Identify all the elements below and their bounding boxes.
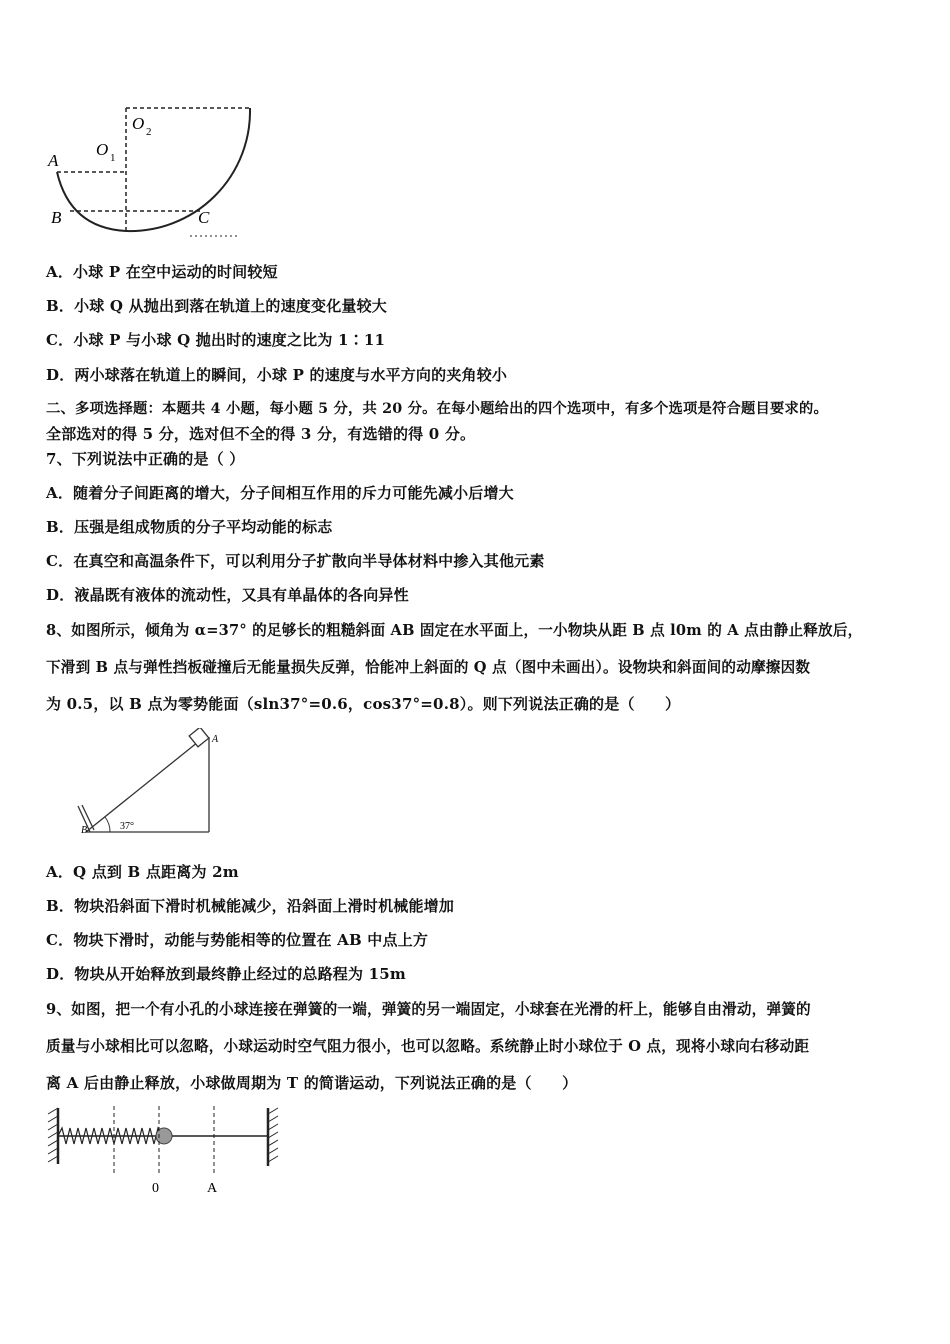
- q8-stem-line3: 为 0.5，以 B 点为零势能面（sln37°=0.6，cos37°=0.8）。则下列说法正确的是（ ）: [46, 695, 681, 713]
- q8-option-d: D．物块从开始释放到最终静止经过的总路程为 15m: [46, 965, 406, 983]
- section2-line1: 二、多项选择题：本题共 4 小题，每小题 5 分，共 20 分。在每小题给出的四个选项中，有多个选项是符合题目要求的。: [46, 401, 828, 417]
- q8-stem-line1: 8、如图所示，倾角为 α=37° 的足够长的粗糙斜面 AB 固定在水平面上，一小物块从距 B 点 l0m 的 A 点由静止释放后，: [46, 622, 863, 639]
- track-diagram: [40, 100, 270, 245]
- q7-option-d: D．液晶既有液体的流动性，又具有单晶体的各向异性: [46, 586, 409, 604]
- q7-option-b: B．压强是组成物质的分子平均动能的标志: [46, 518, 333, 536]
- label-a: A: [48, 151, 59, 170]
- angle-label: 37°: [120, 821, 134, 832]
- q9-stem-line1: 9、如图，把一个有小孔的小球连接在弹簧的一端，弹簧的另一端固定，小球套在光滑的杆上，能够自由滑动，弹簧的: [46, 1001, 811, 1018]
- label-a: A: [207, 1181, 218, 1196]
- q9-stem-line3: 离 A 后由静止释放，小球做周期为 T 的简谐运动，下列说法正确的是（ ）: [46, 1074, 578, 1092]
- section2-line2: 全部选对的得 5 分，选对但不全的得 3 分，有选错的得 0 分。: [46, 425, 476, 443]
- label-c: C: [198, 208, 210, 227]
- incline-diagram: [72, 728, 222, 838]
- label-a: A: [212, 734, 219, 745]
- q6-option-b: B．小球 Q 从抛出到落在轨道上的速度变化量较大: [46, 297, 387, 315]
- q7-option-a: A．随着分子间距离的增大，分子间相互作用的斥力可能先减小后增大: [46, 484, 514, 502]
- label-o2-sub: 2: [146, 126, 152, 138]
- q8-option-a: A．Q 点到 B 点距离为 2m: [46, 863, 239, 881]
- label-o1: O: [96, 140, 109, 159]
- label-b: B: [51, 208, 62, 227]
- q8-stem-line2: 下滑到 B 点与弹性挡板碰撞后无能量损失反弹，恰能冲上斜面的 Q 点（图中未画出）。设物块和斜面间的动摩擦因数: [46, 659, 811, 676]
- q9-stem-line2: 质量与小球相比可以忽略，小球运动时空气阻力很小，也可以忽略。系统静止时小球位于 O 点，现将小球向右移动距: [46, 1038, 810, 1055]
- q6-option-a: A．小球 P 在空中运动的时间较短: [46, 263, 278, 281]
- q6-option-d: D．两小球落在轨道上的瞬间，小球 P 的速度与水平方向的夹角较小: [46, 366, 508, 384]
- q6-option-c: C．小球 P 与小球 Q 抛出时的速度之比为 1∶11: [46, 331, 386, 349]
- label-b: B: [81, 825, 88, 836]
- label-o1-sub: 1: [110, 152, 116, 164]
- q7-stem: 7、下列说法中正确的是（ ）: [46, 450, 245, 468]
- spring-diagram: [44, 1104, 289, 1199]
- q7-option-c: C．在真空和高温条件下，可以利用分子扩散向半导体材料中掺入其他元素: [46, 552, 545, 570]
- label-o: 0: [152, 1181, 159, 1196]
- label-o2: O: [132, 114, 145, 133]
- q8-option-c: C．物块下滑时，动能与势能相等的位置在 AB 中点上方: [46, 931, 429, 949]
- q8-option-b: B．物块沿斜面下滑时机械能减少，沿斜面上滑时机械能增加: [46, 897, 455, 915]
